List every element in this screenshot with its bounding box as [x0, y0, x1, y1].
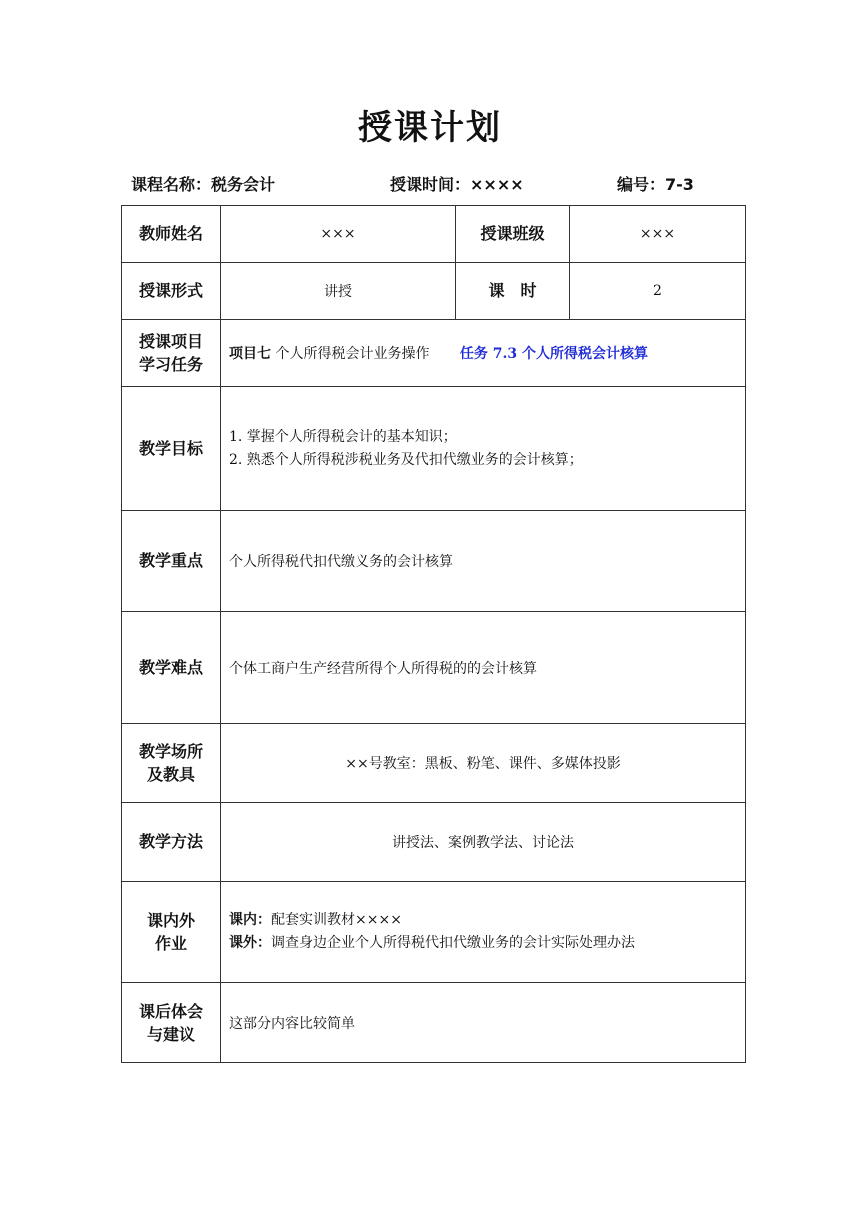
table-row — [122, 803, 746, 882]
project-label-line-1: 授课项目 — [138, 332, 203, 351]
homework-label-line-2: 作业 — [154, 934, 187, 953]
table-row — [122, 724, 746, 803]
difficult-value: 个体工商户生产经营所得个人所得税的的会计核算 — [221, 612, 746, 724]
course-name: 课程名称：税务会计 — [131, 175, 276, 194]
goal-label: 教学目标 — [122, 387, 221, 511]
table-row — [122, 206, 746, 263]
class-label: 授课班级 — [456, 206, 570, 263]
table-row — [122, 263, 746, 320]
reflect-value: 这部分内容比较简单 — [221, 983, 746, 1063]
homework-value — [221, 882, 746, 983]
key-value: 个人所得税代扣代缴义务的会计核算 — [221, 511, 746, 612]
task-text: 任务 7.3 个人所得税会计核算 — [459, 346, 649, 362]
goal-item-1: 1. 掌握个人所得税会计的基本知识； — [229, 428, 457, 445]
table-row — [122, 882, 746, 983]
homework-label — [122, 882, 221, 983]
table-row — [122, 511, 746, 612]
homework-in — [229, 909, 737, 932]
project-label — [122, 320, 221, 387]
table-row — [122, 320, 746, 387]
place-label — [122, 724, 221, 803]
table-row — [122, 983, 746, 1063]
reflect-label-line-2: 与建议 — [146, 1024, 195, 1044]
key-label: 教学重点 — [122, 511, 221, 612]
method-value: 讲授法、案例教学法、讨论法 — [221, 803, 746, 882]
table-row — [122, 387, 746, 511]
teacher-label: 教师姓名 — [122, 206, 221, 263]
project-value — [221, 320, 746, 387]
hours-label: 课 时 — [456, 263, 570, 320]
reflect-label-line-1: 课后体会 — [138, 1001, 203, 1021]
goal-value — [221, 387, 746, 511]
homework-out-value: 调查身边企业个人所得税代扣代缴业务的会计实际处理办法 — [271, 935, 635, 951]
homework-in-value: 配套实训教材×××× — [271, 912, 402, 928]
form-label: 授课形式 — [122, 263, 221, 320]
difficult-label: 教学难点 — [122, 612, 221, 724]
homework-out — [229, 932, 737, 955]
place-value: ××号教室：黑板、粉笔、课件、多媒体投影 — [221, 724, 746, 803]
table-row — [122, 612, 746, 724]
header-meta — [131, 172, 751, 196]
homework-label-line-1: 课内外 — [146, 911, 195, 930]
project-label-line-2: 学习任务 — [138, 355, 203, 374]
lesson-plan-table — [121, 205, 746, 1063]
goal-item-2: 2. 熟悉个人所得税涉税业务及代扣代缴业务的会计核算； — [229, 451, 583, 468]
form-value: 讲授 — [221, 263, 456, 320]
homework-out-label: 课外： — [229, 935, 271, 951]
project-text: 个人所得税会计业务操作 — [275, 346, 430, 362]
teacher-value: ××× — [221, 206, 456, 263]
place-label-line-1: 教学场所 — [138, 742, 203, 761]
lesson-time: 授课时间：×××× — [390, 175, 524, 194]
project-prefix: 项目七 — [229, 346, 271, 362]
method-label: 教学方法 — [122, 803, 221, 882]
page-title: 授课计划 — [358, 108, 502, 148]
homework-in-label: 课内： — [229, 912, 271, 928]
lesson-number: 编号：7-3 — [617, 175, 694, 194]
place-label-line-2: 及教具 — [146, 765, 195, 784]
class-value: ××× — [570, 206, 746, 263]
hours-value: 2 — [570, 263, 746, 320]
reflect-label — [122, 983, 221, 1063]
